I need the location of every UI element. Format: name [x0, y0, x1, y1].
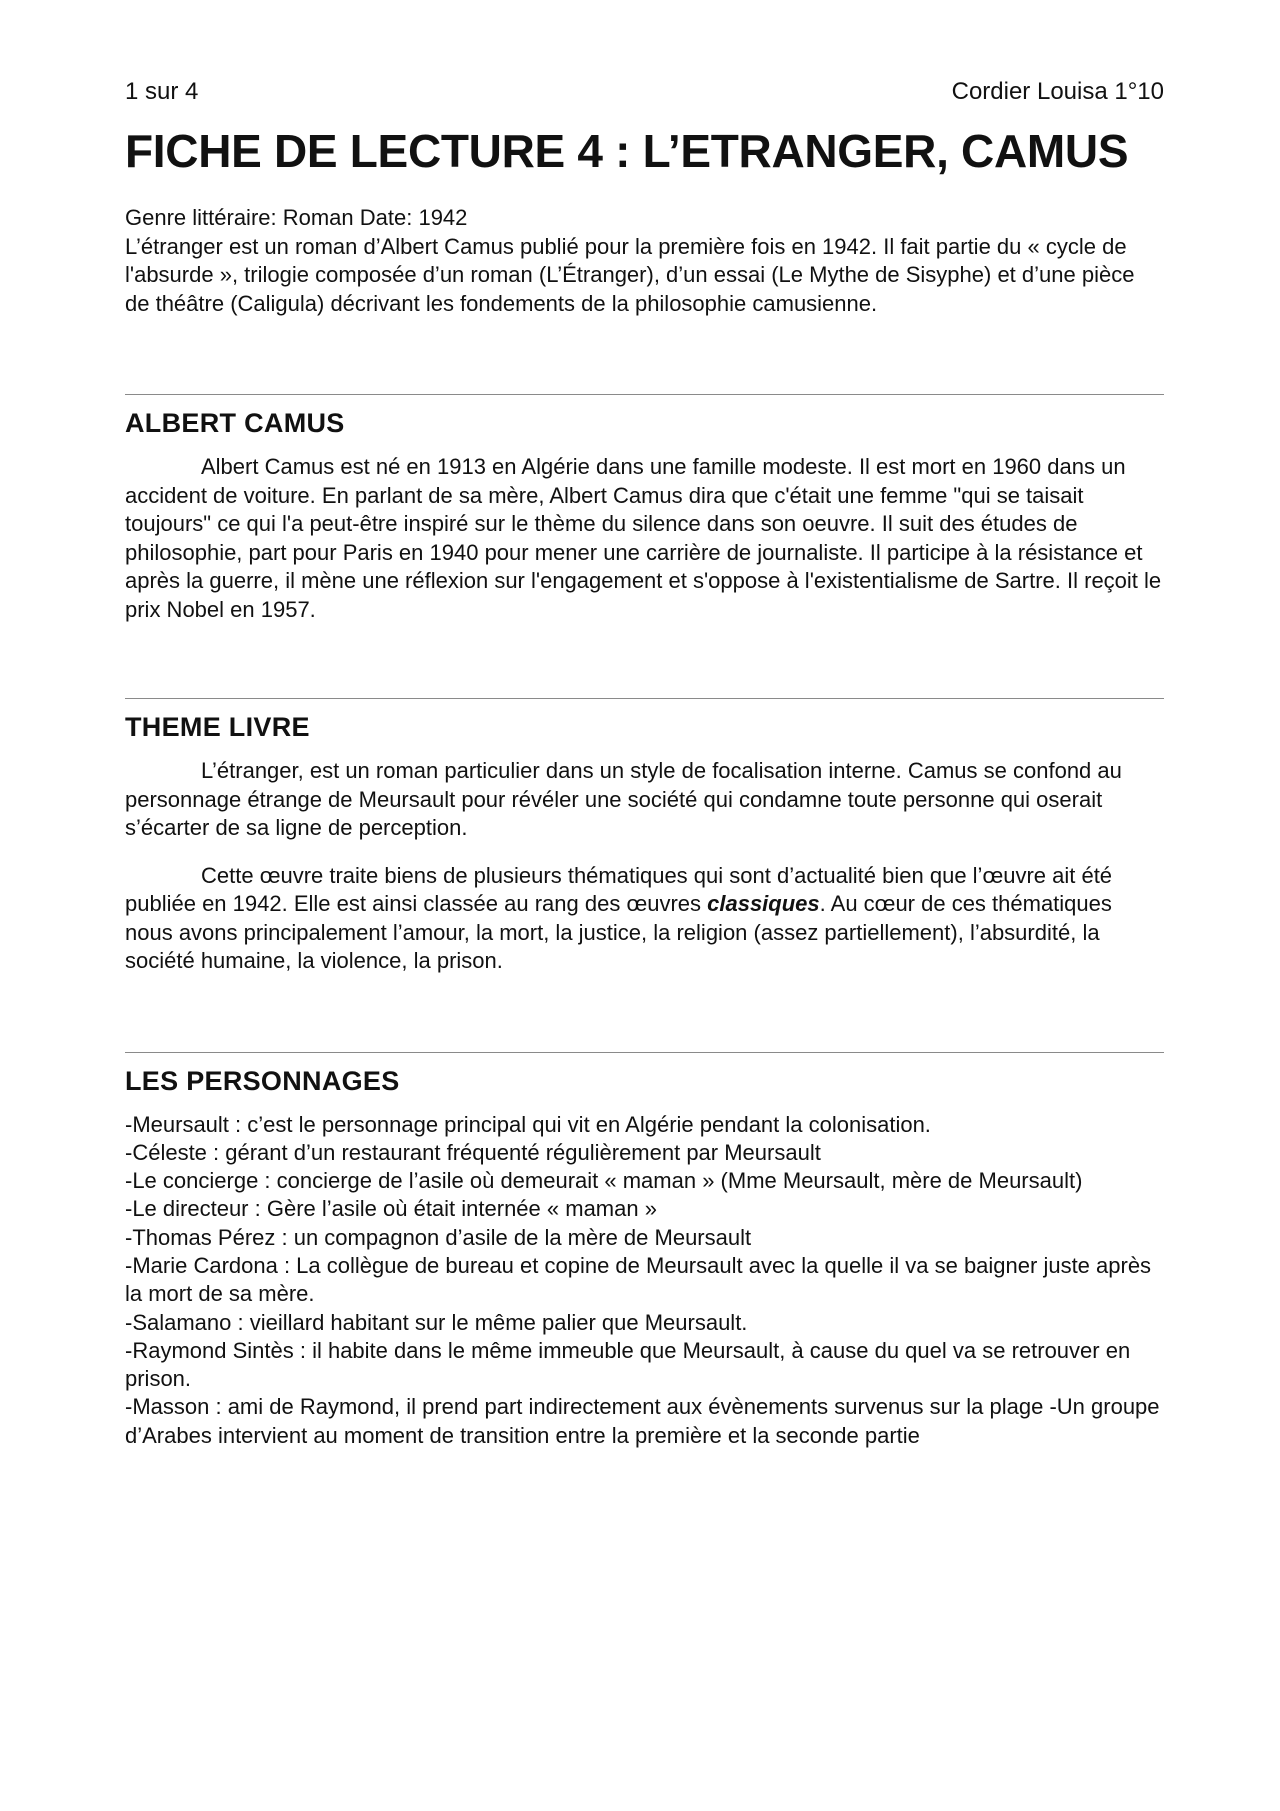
- character-list: [125, 1111, 1164, 1451]
- section-personnages: [125, 1053, 1164, 1451]
- character-item-celeste: -Céleste : gérant d’un restaurant fréquenté régulièrement par Meursault: [125, 1139, 821, 1165]
- section-heading-albert-camus: ALBERT CAMUS: [125, 408, 345, 438]
- genre-line: Genre littéraire: Roman Date: 1942: [125, 205, 468, 230]
- character-item-raymond-sintes: -Raymond Sintès : il habite dans le même immeuble que Meursault, à cause du quel va se retrouver en prison.: [125, 1337, 1131, 1392]
- theme-paragraph-2-end: . Au cœur de ces thématiques nous avons principalement l’amour, la mort, la justice, la religion (assez partiellement), l’absurdité, la société humaine, la violence, la prison.: [125, 891, 1112, 973]
- section-heading-personnages: LES PERSONNAGES: [125, 1065, 400, 1096]
- section-theme-livre: [125, 699, 1164, 976]
- character-item-marie-cardona: -Marie Cardona : La collègue de bureau et copine de Meursault avec la quelle il va se baigner juste après la mort de sa mère.: [125, 1252, 1152, 1307]
- classiques-emphasis: classiques: [707, 891, 820, 916]
- page-header: [125, 72, 1164, 112]
- author-name: Cordier Louisa 1°10: [951, 78, 1164, 105]
- intro-summary: L’étranger est un roman d’Albert Camus publié pour la première fois en 1942. Il fait partie du « cycle de l'absurde », trilogie composée d’un roman (L’Étranger), d’un essai (Le Mythe de Sisyphe) et d’une pièce de théâtre (Caligula) décrivant les fondements de la philosophie camusienne.: [125, 233, 1135, 316]
- theme-paragraph-2: [125, 862, 1164, 976]
- character-item-masson: -Masson : ami de Raymond, il prend part indirectement aux évènements survenus sur la plage -Un groupe d’Arabes intervient au moment de transition entre la première et la seconde partie: [125, 1394, 1160, 1448]
- character-item-thomas-perez: -Thomas Pérez : un compagnon d’asile de la mère de Meursault: [125, 1224, 752, 1250]
- document-title: FICHE DE LECTURE 4 : L’ETRANGER, CAMUS: [125, 125, 1129, 177]
- section-albert-camus: [125, 395, 1164, 624]
- theme-paragraph-2-start: Cette œuvre traite biens de plusieurs thématiques qui sont d’actualité bien que l’œuvre ait été publiée en 1942. Elle est ainsi classée au rang des œuvres: [125, 862, 1113, 916]
- section-heading-theme-livre: THEME LIVRE: [125, 712, 310, 742]
- character-item-directeur: -Le directeur : Gère l’asile où était internée « maman »: [125, 1196, 657, 1222]
- theme-paragraph-1: L’étranger, est un roman particulier dans un style de focalisation interne. Camus se confond au personnage étrange de Meursault pour révéler une société qui condamne toute personne qui oserait s’écarter de sa ligne de perception.: [125, 758, 1122, 840]
- character-item-meursault: -Meursault : c’est le personnage principal qui vit en Algérie pendant la colonisation.: [125, 1111, 931, 1137]
- intro-block: [125, 204, 1164, 318]
- character-item-concierge: -Le concierge : concierge de l’asile où demeurait « maman » (Mme Meursault, mère de Meursault): [125, 1168, 1083, 1194]
- albert-camus-paragraph: Albert Camus est né en 1913 en Algérie dans une famille modeste. Il est mort en 1960 dans un accident de voiture. En parlant de sa mère, Albert Camus dira que c'était une femme "qui se taisait toujours" ce qui l'a peut-être inspiré sur le thème du silence dans son oeuvre. Il suit des études de philosophie, part pour Paris en 1940 pour mener une carrière de journaliste. Il participe à la résistance et après la guerre, il mène une réflexion sur l'engagement et s'oppose à l'existentialisme de Sartre. Il reçoit le prix Nobel en 1957.: [125, 454, 1162, 622]
- character-item-salamano: -Salamano : vieillard habitant sur le même palier que Meursault.: [125, 1309, 748, 1335]
- page-number: 1 sur 4: [125, 78, 199, 105]
